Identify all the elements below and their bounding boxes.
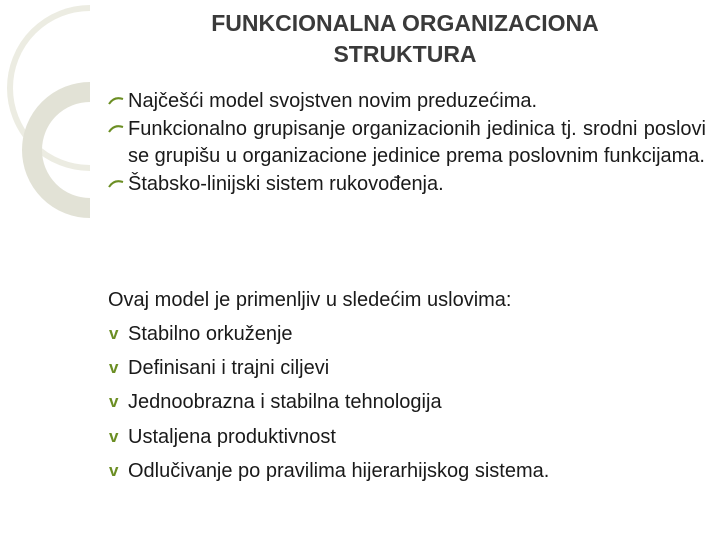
conditions-intro: Ovaj model je primenljiv u sledećim uslovima:	[108, 289, 512, 311]
condition-item	[108, 454, 706, 488]
bullet-swoosh-icon	[108, 123, 124, 135]
condition-text: Odlučivanje po pravilima hijerarhijskog sistema.	[128, 459, 550, 482]
condition-item	[108, 351, 706, 385]
slide-title: FUNKCIONALNA ORGANIZACIONA STRUKTURA	[211, 10, 599, 67]
bullet-item	[108, 116, 706, 171]
bullet-item	[108, 171, 706, 199]
condition-text: Stabilno orkuženje	[128, 323, 293, 345]
bullet-text: Funkcionalno grupisanje organizacionih jedinica tj. srodni poslovi se grupišu u organizacione jedinice prema poslovnim funkcijama.	[128, 117, 706, 167]
condition-text: Definisani i trajni ciljevi	[128, 357, 330, 380]
decorative-arc-graphic	[0, 0, 90, 260]
checkmark-icon: v	[109, 324, 119, 343]
checkmark-icon: v	[109, 460, 119, 480]
condition-text: Ustaljena produktivnost	[128, 425, 336, 448]
condition-item	[108, 385, 706, 419]
checkmark-icon: v	[109, 426, 119, 446]
bullet-text: Najčešći model svojstven novim preduzećima.	[128, 90, 538, 112]
checkmark-icon: v	[109, 392, 119, 412]
bullet-swoosh-icon	[108, 178, 124, 190]
condition-text: Jednoobrazna i stabilna tehnologija	[128, 391, 442, 414]
checkmark-icon: v	[109, 358, 119, 378]
bullet-swoosh-icon	[108, 95, 124, 107]
conditions-list	[108, 317, 706, 488]
bullet-item	[108, 88, 706, 116]
condition-item	[108, 317, 706, 351]
bullet-text: Štabsko-linijski sistem rukovođenja.	[128, 172, 444, 195]
condition-item	[108, 420, 706, 454]
bullet-list	[108, 88, 706, 198]
